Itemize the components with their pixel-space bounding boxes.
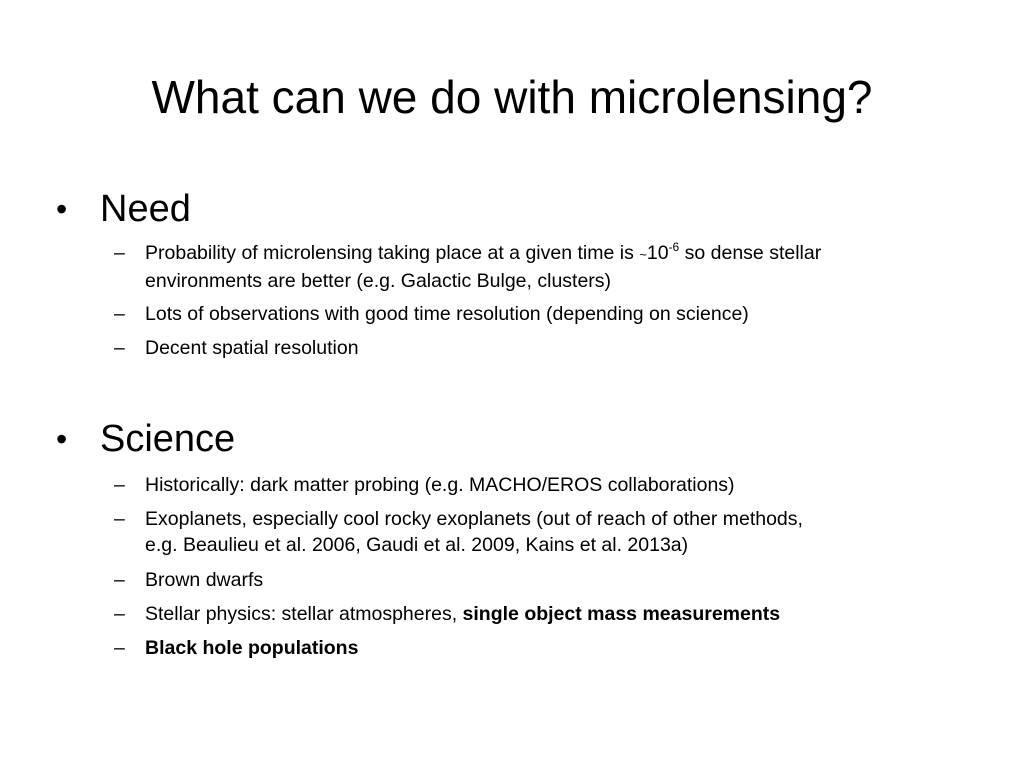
dash-icon: –: [114, 303, 125, 325]
list-item-text: Probability of microlensing taking place at a given time is $\sim 10^{-6}$ so dense stellar environments are better (e.g. Galactic Bulge, clusters): [145, 240, 822, 292]
dash-icon: –: [114, 474, 125, 496]
list-item-text: Decent spatial resolution: [145, 337, 359, 359]
section-heading-need: Need: [100, 188, 191, 230]
slide-title: What can we do with microlensing?: [151, 71, 873, 123]
emphasis-black-hole-populations: Black hole populations: [145, 637, 359, 659]
list-item-text: Stellar physics: stellar atmospheres, single object mass measurements: [145, 603, 781, 625]
list-item-text: [145, 635, 985, 661]
dash-icon: –: [114, 242, 125, 264]
bullet-dot-icon: •: [56, 191, 68, 227]
dash-icon: –: [114, 337, 125, 359]
section-heading-science: Science: [100, 418, 236, 460]
dash-icon: –: [114, 603, 125, 625]
emphasis-mass-measurements: single object mass measurements: [462, 603, 781, 625]
list-item-text: Brown dwarfs: [145, 569, 264, 591]
bullet-dot-icon: •: [56, 421, 68, 457]
list-item-text: Historically: dark matter probing (e.g. MACHO/EROS collaborations): [145, 474, 735, 496]
dash-icon: –: [114, 637, 125, 659]
dash-icon: –: [114, 508, 125, 530]
list-item-text: Exoplanets, especially cool rocky exoplanets (out of reach of other methods, e.g. Beaulieu et al. 2006, Gaudi et al. 2009, Kains et al. 2013a): [145, 508, 803, 556]
dash-icon: –: [114, 569, 125, 591]
list-item-text: Lots of observations with good time resolution (depending on science): [145, 303, 749, 325]
